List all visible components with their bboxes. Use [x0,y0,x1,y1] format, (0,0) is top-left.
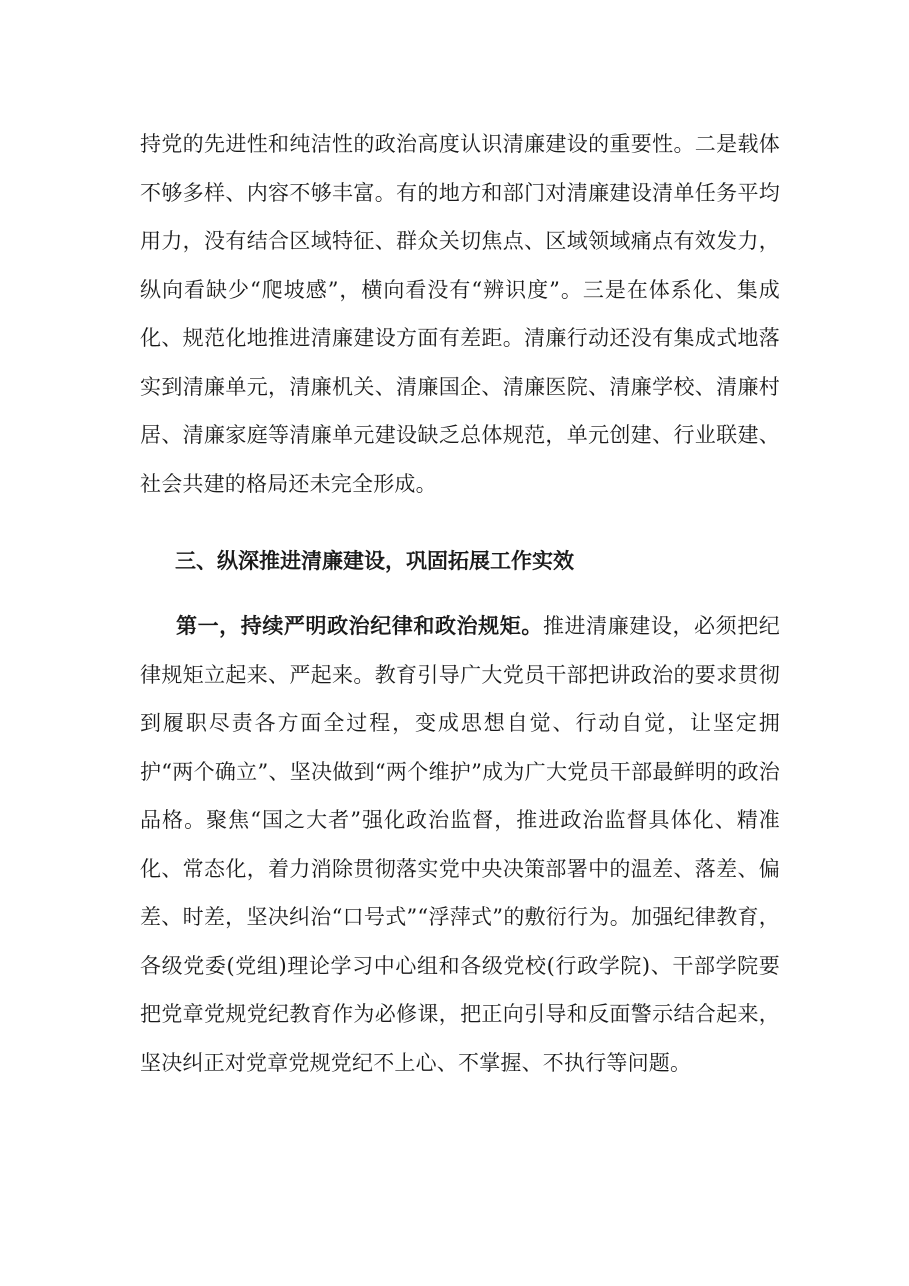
body-paragraph-with-lead [140,602,780,1087]
paragraph-lead-sentence: 第一，持续严明政治纪律和政治规矩。 [176,614,543,638]
section-heading: 三、纵深推进清廉建设，巩固拓展工作实效 [175,549,574,573]
paragraph-body-text: 推进清廉建设，必须把纪律规矩立起来、严起来。教育引导广大党员干部把讲政治的要求贯彻到履职尽责各方面全过程，变成思想自觉、行动自觉，让坚定拥护“两个确立”、坚决做到“两个维护”成为广大党员干部最鲜明的政治品格。聚焦“国之大者”强化政治监督，推进政治监督具体化、精准化、常态化，着力消除贯彻落实党中央决策部署中的温差、落差、偏差、时差，坚决纠治“口号式”“浮萍式”的敷衍行为。加强纪律教育，各级党委(党组)理论学习中心组和各级党校(行政学院)、干部学院要把党章党规党纪教育作为必修课，把正向引导和反面警示结合起来，坚决纠正对党章党规党纪不上心、不掌握、不执行等问题。 [140,614,781,1075]
body-paragraph: 持党的先进性和纯洁性的政治高度认识清廉建设的重要性。二是载体不够多样、内容不够丰富。有的地方和部门对清廉建设清单任务平均用力，没有结合区域特征、群众关切焦点、区域领域痛点有效发力，纵向看缺少“爬坡感”，横向看没有“辨识度”。三是在体系化、集成化、规范化地推进清廉建设方面有差距。清廉行动还没有集成式地落实到清廉单元，清廉机关、清廉国企、清廉医院、清廉学校、清廉村居、清廉家庭等清廉单元建设缺乏总体规范，单元创建、行业联建、社会共建的格局还未完全形成。 [140,132,780,496]
